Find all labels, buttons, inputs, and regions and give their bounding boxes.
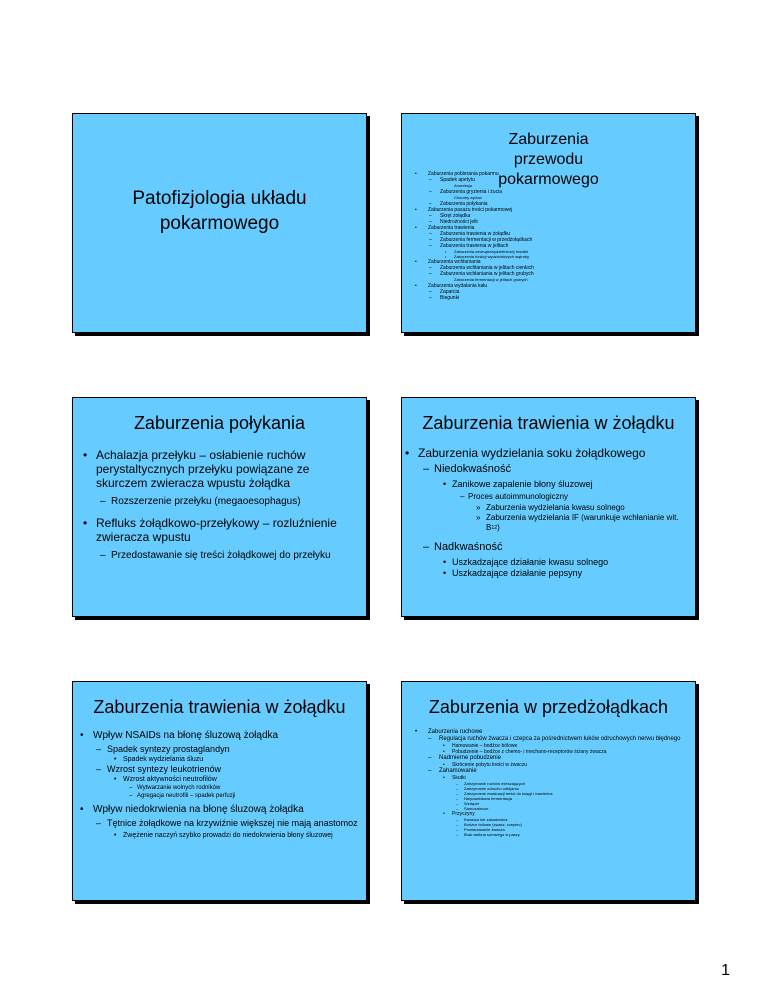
subitem-text: Spadek apetytu <box>440 177 475 183</box>
item-text: Zaburzenia wydalania kału <box>428 283 488 289</box>
slide-6-detail: • Hamowanie – bodźce bólowe <box>452 743 687 749</box>
subitem-text: Tętnice żołądkowe na krzywiźnie większej nie mają anastomoz <box>107 818 358 828</box>
subitem-text: Niedokwaśność <box>434 463 512 475</box>
subitem-text: Spadek syntezy prostaglandyn <box>107 744 230 754</box>
slide-6-detail <box>452 775 687 811</box>
slide-2-item <box>428 171 534 207</box>
slide-2-subitem: – Zaburzenia wchłaniania w jelitach cienkich <box>440 265 534 271</box>
subscript-12: 12 <box>491 525 498 531</box>
slide-2-subitem <box>440 189 534 201</box>
slide-2-item <box>428 225 534 259</box>
slide-6-detail: • Skrócenie pobytu treści w żwaczu <box>452 762 687 768</box>
slide-2-list <box>428 171 534 301</box>
slide-2-detail: Anoreksja <box>454 183 472 188</box>
slide-6-item <box>428 729 687 837</box>
slide-3-item <box>96 448 356 508</box>
slide-4-detail <box>452 479 687 533</box>
slide-6-subitem <box>439 736 687 755</box>
slide-4-leaf: » Zaburzenia wydzielania kwasu solnego <box>486 503 687 513</box>
slide-2-subitem <box>440 271 534 283</box>
slide-4-detail: • Uszkadzające działanie pepsyny <box>452 568 687 579</box>
slide-4-item <box>418 446 687 579</box>
slide-6-subitem <box>439 755 687 768</box>
slide-6-leaf: – Kwasica lub zasadowica <box>464 817 687 822</box>
slide-2-subitem: – Zaburzenia połykania <box>440 201 534 207</box>
slide-2-subitem: – Niedrożności jelit <box>440 219 534 225</box>
slide-4-subitem <box>434 541 687 579</box>
item-text: Zaburzenia wchłaniania <box>428 259 481 265</box>
slide-6-detail <box>452 811 687 837</box>
slide-2-subitem: – Skręt żołądka <box>440 213 534 219</box>
item-text: Zaburzenia pobierania pokarmu <box>428 171 499 177</box>
slide-6-leaf: – Samozatrucie <box>464 806 687 811</box>
slide-2-detail: Zaburzenia fermentacji w jelitach grubych <box>454 277 528 282</box>
subitem-text: Nadkwaśność <box>434 541 503 553</box>
slide-2-title: Zaburzenia przewodu pokarmowego <box>498 131 599 188</box>
slide-5-item <box>93 730 358 800</box>
slide-6-detail: • Pobudzenie – bodźce z chemo- i mechano-receptorów ściany żwacza <box>452 749 687 755</box>
slide-5 <box>72 681 367 901</box>
slide-5-leaf: – Agregacja neutrofili – spadek perfuzji <box>137 792 358 800</box>
subitem-text: Zaburzenia trawienia w jelitach <box>440 243 509 249</box>
slide-5-detail: • Spadek wydzielania śluzu <box>123 755 358 764</box>
detail-sub-text: Proces autoimmunologiczny <box>468 492 569 501</box>
slide-2-detail: Choroby zębów <box>454 195 482 200</box>
slide-6 <box>401 681 696 901</box>
slide-3-item <box>96 516 356 562</box>
item-text: Refluks żołądkowo-przełykowy – rozluźnienie zwieracza wpustu <box>96 516 337 544</box>
slide-3-list <box>96 448 356 562</box>
slide-4-list <box>418 446 687 579</box>
slide-2-subitem: – Zaparcia <box>440 289 534 295</box>
slide-6-leaf: – Bodźce bólowe (zwacz, czepiec) <box>464 822 687 827</box>
slide-6-leaf: – Brak włókna surowego w paszy <box>464 832 687 837</box>
slide-4-detail: • Uszkadzające działanie kwasu solnego <box>452 557 687 568</box>
slide-5-leaf: – Wytwarzanie wolnych rodników <box>137 784 358 792</box>
slide-1 <box>72 113 367 333</box>
slide-5-list <box>93 730 358 840</box>
slide-6-subitem <box>439 768 687 837</box>
item-text: Zaburzenia wydzielania soku żołądkowego <box>418 446 646 460</box>
slide-5-item <box>93 804 358 840</box>
page-number: 1 <box>721 962 730 979</box>
slide-5-title: Zaburzenia trawienia w żołądku <box>93 697 346 717</box>
slide-4-title: Zaburzenia trawienia w żołądku <box>422 413 675 433</box>
detail-text: Wzrost aktywności neutrofilów <box>123 776 217 783</box>
slide-2-item <box>428 283 534 301</box>
subitem-text: Regulacja ruchów żwacza i czepca za pośrednictwem łuków odruchowych nerwu błędnego <box>439 736 681 742</box>
item-text: Achalazja przełyku – osłabienie ruchów perystaltycznych przełyku powiązane ze skurczem zwieracza wpustu żołądka <box>96 448 310 490</box>
subitem-text: Zaburzenia gryzienia i żucia <box>440 189 502 195</box>
slide-2-subitem: – Zaburzenia fermentacji w przedżołądkach <box>440 237 534 243</box>
slide-3 <box>72 397 367 617</box>
detail-text: Zanikowe zapalenie błony śluzowej <box>452 479 593 489</box>
slide-4 <box>401 397 696 617</box>
slide-2-detail: • Zaburzenia zewnątrzwydzielniczej trzustki <box>454 249 534 254</box>
slide-6-title: Zaburzenia w przedżołądkach <box>428 697 669 717</box>
slide-2-item <box>428 207 534 225</box>
item-text: Zaburzenia trawienia <box>428 225 475 231</box>
leaf-text: Zaburzenia wydzielania IF (warunkuje wchłanianie wit. B <box>486 513 679 532</box>
slide-2-subitem <box>440 243 534 259</box>
slide-6-leaf: – Zatrzymanie ewakuacji treści do księgi i trawieńca <box>464 791 687 796</box>
slide-3-title: Zaburzenia połykania <box>133 413 306 433</box>
slide-5-subitem <box>107 764 358 800</box>
slide-2 <box>401 113 696 333</box>
item-text: Zaburzenia pasażu treści pokarmowej <box>428 207 513 213</box>
slide-5-subitem <box>107 744 358 764</box>
slide-4-detail-sub <box>468 492 687 533</box>
slide-5-detail: • Zwężenie naczyń szybko prowadzi do niedokrwienia błony śluzowej <box>123 831 358 840</box>
slide-6-leaf: – Wzdęcie <box>464 801 687 806</box>
slide-2-subitem: – Zaburzenia trawienia w żołądku <box>440 231 534 237</box>
slide-2-subitem <box>440 177 534 189</box>
slide-3-subitem: – Przedostawanie się treści żołądkowej do przełyku <box>111 550 356 562</box>
slide-2-detail: • Zaburzenia funkcji wydzielniczych wątroby <box>454 254 534 259</box>
slide-5-subitem <box>107 818 358 840</box>
slide-6-list <box>428 729 687 837</box>
slide-6-leaf: – Zatrzymanie ruchów mieszających <box>464 781 687 786</box>
detail-text: Przyczyny <box>452 811 475 817</box>
subitem-text: Zaburzenia wchłaniania w jelitach grubych <box>440 271 534 277</box>
slide-1-title: Patofizjologia układu pokarmowego <box>132 188 307 234</box>
slide-4-subitem <box>434 463 687 533</box>
slide-4-leaf: » Zaburzenia wydzielania IF (warunkuje wchłanianie wit. $B^{12}$) <box>486 513 687 533</box>
slide-2-item <box>428 259 534 283</box>
slide-2-subitem: – Biegunki <box>440 295 534 301</box>
slide-6-leaf: – Przeładowanie żwacza <box>464 827 687 832</box>
slide-5-detail <box>123 775 358 800</box>
subitem-text: Nadmierne pobudzenie <box>439 755 502 761</box>
subitem-text: Zahamowanie <box>439 768 477 774</box>
subitem-text: Wzrost syntezy leukotrienów <box>107 764 222 774</box>
item-text: Zaburzenia ruchowe <box>428 729 483 735</box>
detail-text: Skutki <box>452 775 466 781</box>
slide-6-leaf: – Nieprawidłowa fermentacja <box>464 796 687 801</box>
slide-6-leaf: – Zatrzymanie odruchu odbijania <box>464 786 687 791</box>
item-text: Wpływ NSAIDs na błonę śluzową żołądka <box>93 730 279 741</box>
item-text: Wpływ niedokrwienia na błonę śluzową żołądka <box>93 804 304 815</box>
slide-3-subitem: – Rozszerzenie przełyku (megaoesophagus) <box>111 496 356 508</box>
